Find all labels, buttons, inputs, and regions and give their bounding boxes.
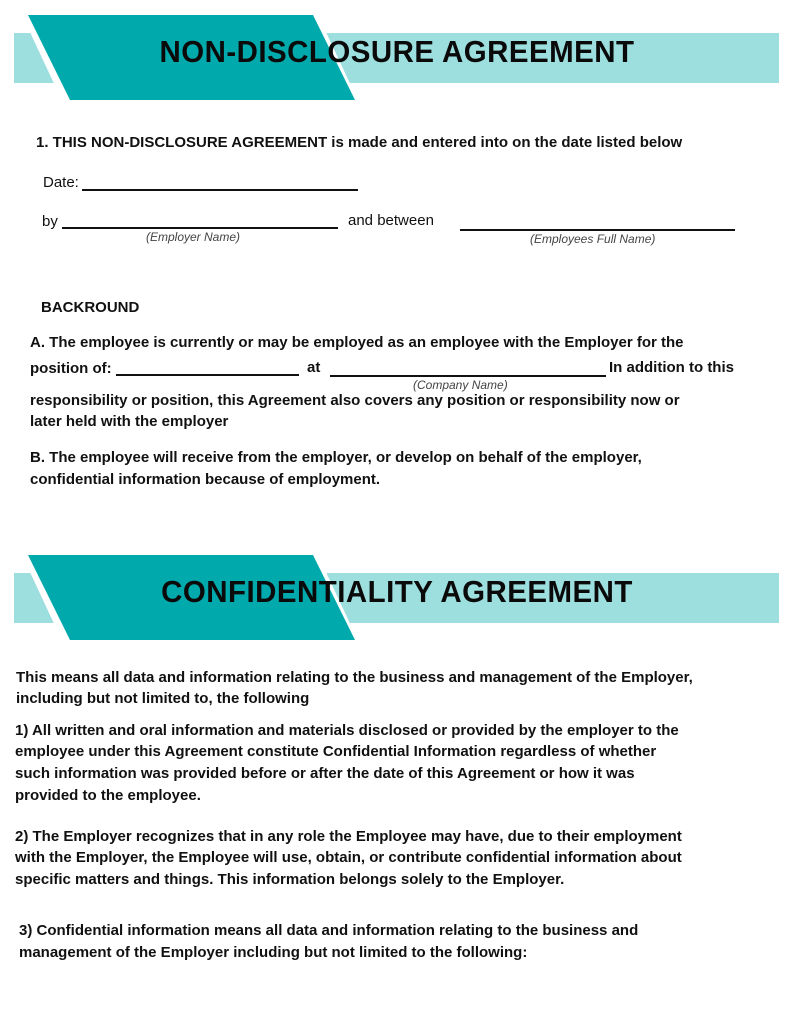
item-1-line: such information was provided before or after the date of this Agreement or how it was [15,765,635,782]
clause-b-line: B. The employee will receive from the employer, or develop on behalf of the employer, [30,449,642,466]
date-field[interactable] [82,189,358,191]
position-field[interactable] [116,374,299,376]
intro-statement [36,134,682,151]
intro-bold: 1. THIS NON-DISCLOSURE AGREEMENT [36,134,328,151]
employee-name-hint: (Employees Full Name) [530,232,656,246]
clause-a-line: later held with the employer [30,413,229,430]
confidentiality-intro-line: including but not limited to, the following [16,690,310,707]
clause-a-line: In addition to this [609,359,734,376]
employer-name-hint: (Employer Name) [146,230,241,244]
by-label: by [42,213,58,230]
company-name-field[interactable] [330,375,606,377]
header-banner-confidentiality [0,550,794,640]
header-banner-nda [0,10,794,100]
employee-name-field[interactable] [460,229,735,231]
item-2-line: with the Employer, the Employee will use, obtain, or contribute confidential information about [15,849,682,866]
date-label: Date: [43,174,79,191]
item-3-line: management of the Employer including but not limited to the following: [19,944,528,961]
clause-b-line: confidential information because of employment. [30,471,381,488]
page-title: NON-DISCLOSURE AGREEMENT [159,34,635,69]
position-label: position of: [30,360,112,377]
item-3-line: 3) Confidential information means all data and information relating to the business and [19,922,639,939]
and-between-label: and between [348,212,434,229]
item-1-line: 1) All written and oral information and materials disclosed or provided by the employer to the [15,722,679,739]
intro-rest: is made and entered into on the date listed below [327,134,683,151]
clause-a-line: A. The employee is currently or may be employed as an employee with the Employer for the [30,334,684,351]
item-1-line: employee under this Agreement constitute Confidential Information regardless of whether [15,743,657,760]
employer-name-field[interactable] [62,227,338,229]
company-name-hint: (Company Name) [413,378,508,392]
item-2-line: 2) The Employer recognizes that in any role the Employee may have, due to their employment [15,828,682,845]
confidentiality-intro-line: This means all data and information relating to the business and management of the Employer, [16,669,693,686]
background-heading: BACKROUND [41,299,140,316]
item-1-line: provided to the employee. [15,787,201,804]
at-label: at [307,359,321,376]
clause-a-line: responsibility or position, this Agreement also covers any position or responsibility now or [30,392,680,409]
item-2-line: specific matters and things. This information belongs solely to the Employer. [15,871,565,888]
section-title: CONFIDENTIALITY AGREEMENT [161,574,633,609]
